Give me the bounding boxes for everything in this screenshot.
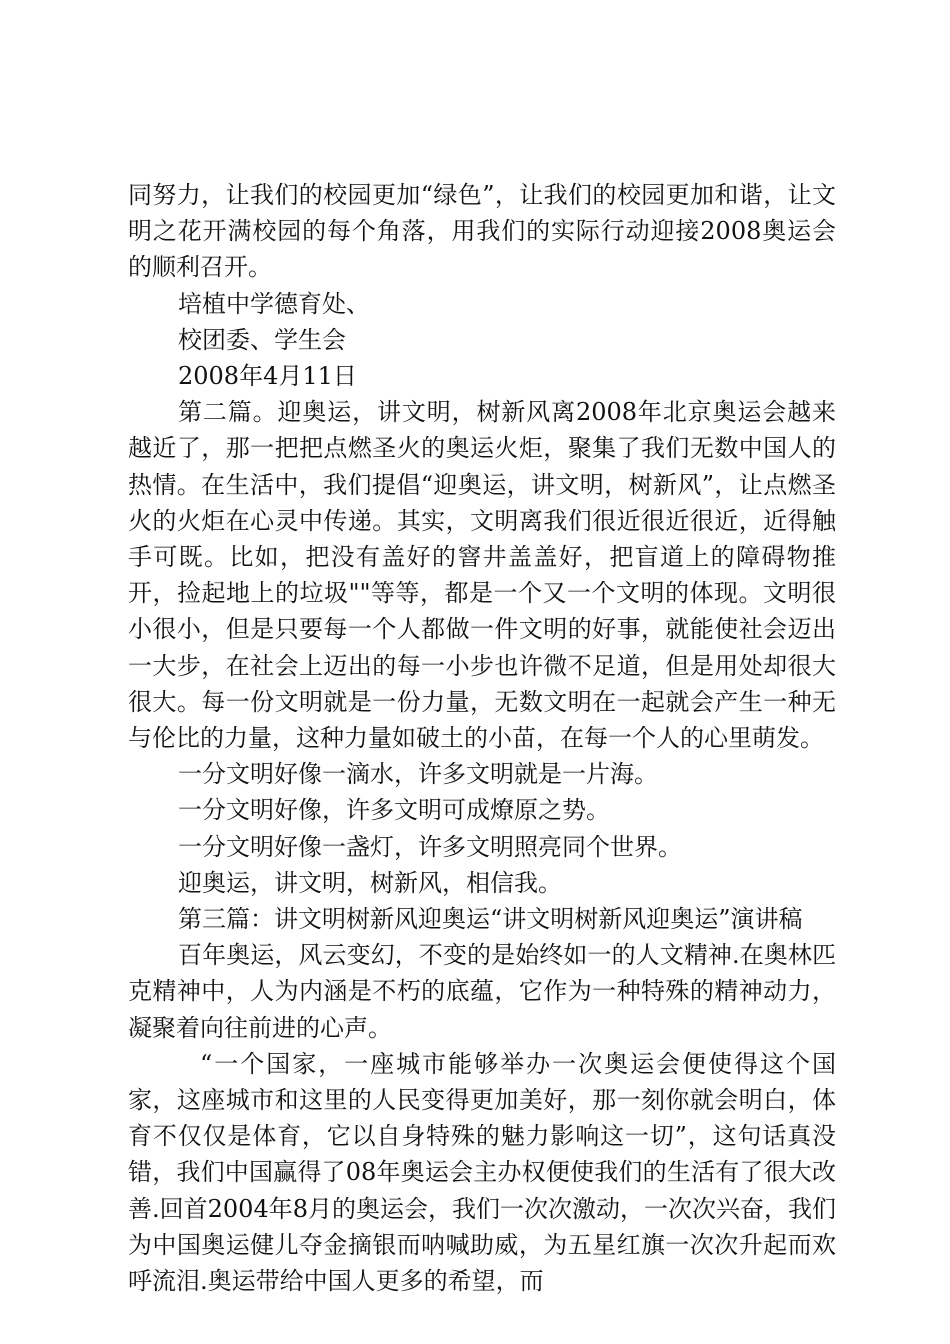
section-heading-part-three: 第三篇：讲文明树新风迎奥运“讲文明树新风迎奥运”演讲稿 bbox=[178, 905, 803, 934]
poem-line-4: 迎奥运，讲文明，树新风，相信我。 bbox=[178, 868, 562, 897]
signature-line-union: 校团委、学生会 bbox=[178, 325, 346, 354]
signature-line-dept: 培植中学德育处、 bbox=[178, 289, 370, 318]
paragraph-quote: “一个国家，一座城市能够举办一次奥运会便使得这个国家，这座城市和这里的人民变得更加美好，那一刻你就会明白，体育不仅仅是体育，它以自身特殊的魅力影响这一切”，这句话真没错，我们中国赢得了08年奥运会主办权便使我们的生活有了很大改善.回首2004年8月的奥运会，我们一次次激动，一次次兴奋，我们为中国奥运健儿夺金摘银而呐喊助威，为五星红旗一次次升起而欢呼流泪.奥运带给中国人更多的希望，而 bbox=[128, 1049, 836, 1296]
poem-line-3: 一分文明好像一盏灯，许多文明照亮同个世界。 bbox=[178, 832, 682, 861]
poem-line-2: 一分文明好像，许多文明可成燎原之势。 bbox=[178, 796, 610, 825]
paragraph-continuation: 同努力，让我们的校园更加“绿色”，让我们的校园更加和谐，让文明之花开满校园的每个角落，用我们的实际行动迎接2008奥运会的顺利召开。 bbox=[128, 181, 836, 282]
paragraph-olympic-spirit: 百年奥运，风云变幻，不变的是始终如一的人文精神.在奥林匹克精神中，人为内涵是不朽的底蕴，它作为一种特殊的精神动力，凝聚着向往前进的心声。 bbox=[128, 941, 836, 1042]
paragraph-part-two: 第二篇。迎奥运，讲文明，树新风离2008年北京奥运会越来越近了，那一把把点燃圣火的奥运火炬，聚集了我们无数中国人的热情。在生活中，我们提倡“迎奥运，讲文明，树新风”，让点燃圣火的火炬在心灵中传递。其实，文明离我们很近很近很近，近得触手可既。比如，把没有盖好的窨井盖盖好，把盲道上的障碍物推开，捡起地上的垃圾""等等，都是一个又一个文明的体现。文明很小很小，但是只要每一个人都做一件文明的好事，就能使社会迈出一大步，在社会上迈出的每一小步也许微不足道，但是用处却很大很大。每一份文明就是一份力量，无数文明在一起就会产生一种无与伦比的力量，这种力量如破土的小苗，在每一个人的心里萌发。 bbox=[128, 398, 836, 753]
document-page bbox=[128, 177, 836, 1299]
signature-date: 2008年4月11日 bbox=[178, 362, 357, 391]
poem-line-1: 一分文明好像一滴水，许多文明就是一片海。 bbox=[178, 760, 658, 789]
